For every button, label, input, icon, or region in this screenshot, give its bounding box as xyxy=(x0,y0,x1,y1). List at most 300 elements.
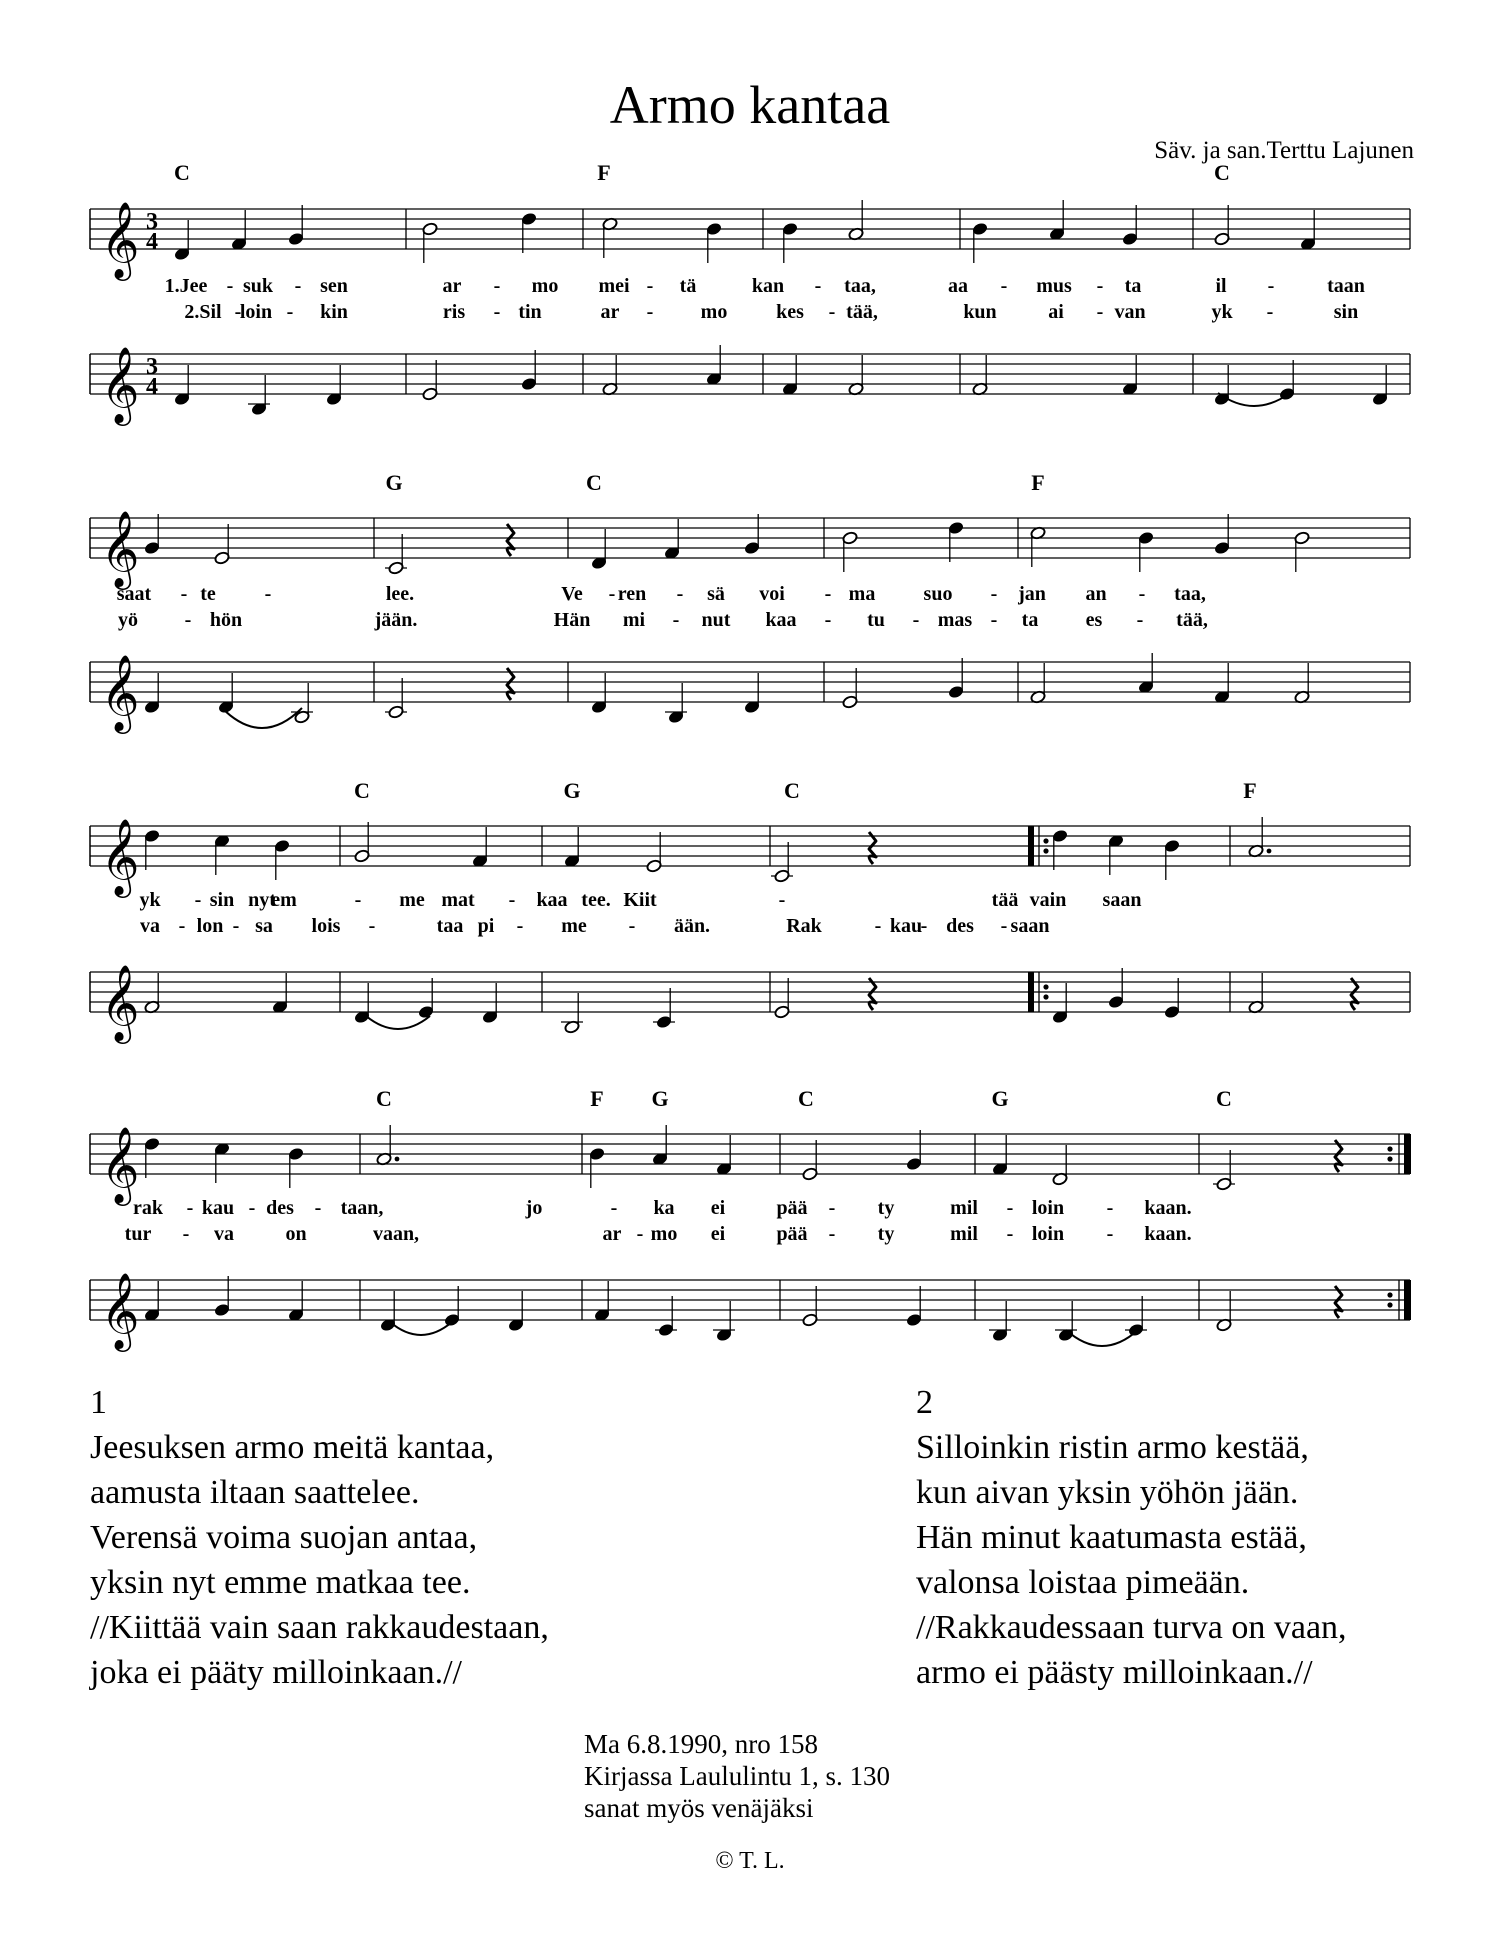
repeat-start-thick xyxy=(1028,826,1034,866)
verse-line: armo ei päästy milloinkaan.// xyxy=(916,1654,1313,1691)
chord-symbol: G xyxy=(563,778,581,803)
quarter-note xyxy=(655,1296,677,1337)
verse-number: 1 xyxy=(90,1384,107,1421)
quarter-note xyxy=(418,978,434,1019)
quarter-note xyxy=(1108,834,1124,875)
lyric-hyphen: - xyxy=(264,583,272,605)
lyric-syllable: em xyxy=(271,889,297,911)
dot xyxy=(395,1157,400,1162)
lyric-syllable: kin xyxy=(320,301,348,323)
quarter-note xyxy=(906,1130,922,1171)
dotted-half-note xyxy=(376,1125,400,1166)
treble-clef: 𝄞 xyxy=(100,967,140,1040)
quarter-note xyxy=(1138,653,1154,694)
lyric-hyphen: - xyxy=(194,889,202,911)
lyric-syllable: ai xyxy=(1048,301,1064,323)
lyric-hyphen: - xyxy=(178,915,186,937)
dot xyxy=(1267,849,1272,854)
lyric-syllable: ty xyxy=(877,1197,895,1219)
quarter-note xyxy=(214,834,230,875)
lyric-syllable: pää xyxy=(776,1223,808,1245)
half-note xyxy=(848,355,864,396)
quarter-note xyxy=(1164,978,1180,1019)
quarter-note xyxy=(231,210,247,251)
lyric-syllable: voi xyxy=(759,583,785,605)
lyric-syllable: van xyxy=(1114,301,1146,323)
treble-clef: 𝄞 xyxy=(100,821,140,894)
repeat-dot xyxy=(1043,984,1048,989)
half-note xyxy=(646,832,662,873)
lyric-hyphen: - xyxy=(286,301,294,323)
lyric-syllable: suk xyxy=(242,275,274,297)
lyric-syllable: jo xyxy=(525,1197,543,1219)
repeat-end-thick xyxy=(1404,1134,1411,1174)
verse-line: aamusta iltaan saattelee. xyxy=(90,1474,420,1511)
half-note xyxy=(602,355,618,396)
lyric-syllable: sä xyxy=(707,583,725,605)
lyric-syllable: es xyxy=(1085,609,1103,631)
quarter-note xyxy=(326,365,342,406)
repeat-dot xyxy=(1387,1156,1392,1161)
lyric-syllable: ar xyxy=(600,301,620,323)
lyric-hyphen: - xyxy=(646,301,654,323)
verse-1 xyxy=(90,1380,549,1695)
verse-line: Verensä voima suojan antaa, xyxy=(90,1519,478,1556)
lyric-hyphen: - xyxy=(676,583,684,605)
lyric-syllable: kau xyxy=(889,915,923,937)
slur xyxy=(390,1322,452,1335)
dotted-half-note xyxy=(1248,817,1272,858)
slur xyxy=(366,1016,430,1029)
lyric-syllable: me xyxy=(399,889,425,911)
chord-symbol: F xyxy=(597,160,611,185)
lyric-syllable: 2.Sil xyxy=(184,301,222,323)
repeat-dot xyxy=(1387,1292,1392,1297)
lyric-hyphen: - xyxy=(828,301,836,323)
half-note xyxy=(1213,1150,1235,1191)
lyric-syllable: mil xyxy=(950,1197,978,1219)
lyric-syllable: saan xyxy=(1010,915,1050,937)
lyric-syllable: ta xyxy=(1124,275,1142,297)
lyric-syllable: nyt xyxy=(248,889,276,911)
quarter-note xyxy=(1052,829,1068,870)
lyric-syllable: kau xyxy=(201,1197,235,1219)
lyric-syllable: sa xyxy=(255,915,273,937)
lyric-hyphen: - xyxy=(1000,915,1008,937)
half-note xyxy=(144,973,160,1014)
footer-line: Kirjassa Laululintu 1, s. 130 xyxy=(584,1761,890,1791)
lyric-hyphen: - xyxy=(508,889,516,911)
chord-symbol: C xyxy=(1214,160,1230,185)
lyric-syllable: pää xyxy=(776,1197,808,1219)
half-note xyxy=(842,531,858,572)
quarter-note xyxy=(1108,968,1124,1009)
lyric-hyphen: - xyxy=(610,1197,618,1219)
lyric-hyphen: - xyxy=(920,915,928,937)
lyric-syllable: tee. xyxy=(581,889,611,911)
lyric-syllable: kan xyxy=(751,275,785,297)
repeat-dot xyxy=(1043,994,1048,999)
staff xyxy=(90,965,1410,1044)
lyric-syllable: Rak xyxy=(786,915,822,937)
quarter-note xyxy=(214,1276,230,1317)
quarter-note xyxy=(272,973,288,1014)
lyric-syllable: ar xyxy=(602,1223,622,1245)
lyric-syllable: mus xyxy=(1036,275,1072,297)
quarter-note xyxy=(1122,355,1138,396)
lyric-syllable: ei xyxy=(710,1223,726,1245)
half-note xyxy=(422,222,438,263)
lyric-hyphen: - xyxy=(1006,1197,1014,1219)
lyric-syllable: loin xyxy=(1031,1197,1065,1219)
lyric-hyphen: - xyxy=(1006,1223,1014,1245)
half-note xyxy=(774,978,790,1019)
quarter-note xyxy=(288,1281,304,1322)
chord-symbol: F xyxy=(1031,470,1045,495)
footer-notes xyxy=(584,1728,890,1824)
half-note xyxy=(1216,1291,1232,1332)
lyric-syllable: lee. xyxy=(385,583,415,605)
chord-symbol: C xyxy=(376,1086,392,1111)
staff xyxy=(90,1127,1411,1206)
lyric-syllable: Kiit xyxy=(623,889,657,911)
song-title: Armo kantaa xyxy=(609,75,891,135)
half-note xyxy=(291,683,313,724)
lyric-hyphen: - xyxy=(182,1223,190,1245)
quarter-note xyxy=(652,1125,668,1166)
time-signature-top: 3 xyxy=(146,354,158,380)
half-note xyxy=(561,993,583,1034)
lyric-hyphen: - xyxy=(248,1197,256,1219)
quarter-note xyxy=(144,673,160,714)
repeat-end-thick xyxy=(1404,1280,1411,1320)
lyric-syllable: taa, xyxy=(844,275,876,297)
chord-symbol: C xyxy=(354,778,370,803)
lyric-syllable: ris xyxy=(442,301,466,323)
lyric-syllable: yk xyxy=(1211,301,1233,323)
half-note xyxy=(385,534,407,575)
quarter-note xyxy=(591,529,607,570)
lyric-syllable: mo xyxy=(650,1223,678,1245)
quarter-note xyxy=(144,829,160,870)
half-note xyxy=(842,668,858,709)
quarter-note xyxy=(948,658,964,699)
treble-clef: 𝄞 xyxy=(100,513,140,586)
chord-symbol: G xyxy=(651,1086,669,1111)
lyric-hyphen: - xyxy=(1266,301,1274,323)
chord-symbol: C xyxy=(784,778,800,803)
quarter-rest xyxy=(507,668,514,700)
lyric-hyphen: - xyxy=(990,609,998,631)
time-signature-bottom: 4 xyxy=(146,229,158,255)
half-note xyxy=(602,217,618,258)
lyric-syllable: ty xyxy=(877,1223,895,1245)
lyric-hyphen: - xyxy=(226,275,234,297)
repeat-start-thick xyxy=(1028,972,1034,1012)
repeat-dot xyxy=(1387,1146,1392,1151)
lyric-syllable: mi xyxy=(622,609,646,631)
time-signature-top: 3 xyxy=(146,209,158,235)
quarter-note xyxy=(564,827,580,868)
verse-line: yksin nyt emme matkaa tee. xyxy=(90,1564,471,1601)
quarter-note xyxy=(972,222,988,263)
lyric-syllable: nut xyxy=(701,609,731,631)
quarter-note xyxy=(1214,663,1230,704)
lyric-syllable: il xyxy=(1215,275,1227,297)
lyric-hyphen: - xyxy=(990,583,998,605)
lyric-syllable: taan xyxy=(1327,275,1365,297)
lyric-syllable: sen xyxy=(320,275,348,297)
lyric-hyphen: - xyxy=(1000,275,1008,297)
lyric-syllable: tää, xyxy=(846,301,878,323)
lyric-syllable: yk xyxy=(139,889,161,911)
lyric-syllable: an xyxy=(1085,583,1107,605)
lyric-syllable: yö xyxy=(118,609,138,631)
lyric-syllable: sin xyxy=(209,889,235,911)
lyric-syllable: Hän xyxy=(553,609,591,631)
quarter-note xyxy=(218,673,234,714)
quarter-rest xyxy=(507,524,514,556)
lyric-syllable: ta xyxy=(1021,609,1039,631)
quarter-note xyxy=(174,220,190,261)
lyric-syllable: kaan. xyxy=(1144,1223,1192,1245)
lyric-hyphen: - xyxy=(874,915,882,937)
quarter-note xyxy=(594,1281,610,1322)
lyric-hyphen: - xyxy=(628,915,636,937)
quarter-rest xyxy=(1335,1286,1342,1318)
chord-symbol: C xyxy=(174,160,190,185)
lyric-hyphen: - xyxy=(234,301,242,323)
copyright: © T. L. xyxy=(715,1848,785,1874)
composer-credit: Säv. ja san.Terttu Lajunen xyxy=(1154,137,1414,164)
quarter-note xyxy=(1300,210,1316,251)
lyric-syllable: tää xyxy=(991,889,1019,911)
quarter-note xyxy=(144,1281,160,1322)
verse-line: joka ei pääty milloinkaan.// xyxy=(90,1654,463,1691)
lyric-hyphen: - xyxy=(368,915,376,937)
treble-clef: 𝄞 xyxy=(100,1129,140,1202)
lyric-hyphen: - xyxy=(294,275,302,297)
treble-clef: 𝄞 xyxy=(100,657,140,730)
quarter-note xyxy=(665,683,687,724)
lyric-syllable: kaa xyxy=(536,889,568,911)
lyric-syllable: mo xyxy=(531,275,559,297)
chord-symbol: C xyxy=(798,1086,814,1111)
lyric-hyphen: - xyxy=(354,889,362,911)
lyric-hyphen: - xyxy=(1138,583,1146,605)
staff xyxy=(90,819,1410,898)
half-note xyxy=(422,360,438,401)
lyric-hyphen: - xyxy=(186,1197,194,1219)
lyric-syllable: des xyxy=(946,915,974,937)
quarter-note xyxy=(1122,205,1138,246)
lyric-syllable: Ve xyxy=(561,583,583,605)
lyric-syllable: taan, xyxy=(340,1197,384,1219)
staff xyxy=(90,347,1410,426)
lyric-syllable: vain xyxy=(1029,889,1067,911)
verse-2 xyxy=(916,1380,1347,1695)
half-note xyxy=(214,524,230,565)
lyric-syllable: on xyxy=(285,1223,307,1245)
verse-line: kun aivan yksin yöhön jään. xyxy=(916,1474,1299,1511)
quarter-note xyxy=(948,521,964,562)
quarter-note xyxy=(1052,983,1068,1024)
half-note xyxy=(1052,1145,1068,1186)
lyric-hyphen: - xyxy=(1096,301,1104,323)
time-signature-bottom: 4 xyxy=(146,374,158,400)
half-note xyxy=(385,678,407,719)
lyric-hyphen: - xyxy=(1106,1197,1114,1219)
chord-symbol: F xyxy=(590,1086,604,1111)
lyric-syllable: rak xyxy=(133,1197,163,1219)
lyric-syllable: ei xyxy=(710,1197,726,1219)
quarter-note xyxy=(508,1291,524,1332)
lyric-syllable: jään. xyxy=(374,609,418,631)
verse-line: Hän minut kaatumasta estää, xyxy=(916,1519,1307,1556)
lyric-hyphen: - xyxy=(1267,275,1275,297)
lyric-syllable: saat xyxy=(116,583,152,605)
lyric-syllable: me xyxy=(561,915,587,937)
lyric-syllable: mil xyxy=(950,1223,978,1245)
lyric-syllable: 1.Jee xyxy=(164,275,208,297)
half-note xyxy=(802,1286,818,1327)
half-note xyxy=(972,355,988,396)
half-note xyxy=(354,822,370,863)
quarter-note xyxy=(444,1286,460,1327)
lyric-hyphen: - xyxy=(814,275,822,297)
lyric-syllable: kaan. xyxy=(1144,1197,1192,1219)
chord-symbol: G xyxy=(385,470,403,495)
half-note xyxy=(1248,973,1264,1014)
lyric-syllable: taa xyxy=(436,915,464,937)
lyric-hyphen: - xyxy=(1106,1223,1114,1245)
lyric-hyphen: - xyxy=(1096,275,1104,297)
lyric-hyphen: - xyxy=(184,609,192,631)
chord-symbol: C xyxy=(586,470,602,495)
lyric-hyphen: - xyxy=(608,583,616,605)
lyric-syllable: tin xyxy=(518,301,542,323)
lyric-syllable: jan xyxy=(1018,583,1046,605)
half-note xyxy=(1030,663,1046,704)
quarter-note xyxy=(248,375,270,416)
lyric-syllable: suo xyxy=(923,583,953,605)
quarter-note xyxy=(591,673,607,714)
half-note xyxy=(1294,663,1310,704)
treble-clef: 𝄞 xyxy=(100,1275,140,1348)
chord-symbol: G xyxy=(991,1086,1009,1111)
lyric-hyphen: - xyxy=(636,1223,644,1245)
lyric-syllable: mas xyxy=(937,609,973,631)
lyric-hyphen: - xyxy=(828,1223,836,1245)
half-note xyxy=(1214,205,1230,246)
lyric-hyphen: - xyxy=(824,609,832,631)
quarter-note xyxy=(288,1147,304,1188)
quarter-note xyxy=(214,1142,230,1183)
half-note xyxy=(848,200,864,241)
lyric-syllable: ka xyxy=(653,1197,675,1219)
lyric-hyphen: - xyxy=(493,301,501,323)
quarter-note xyxy=(1164,839,1180,880)
lyric-syllable: des xyxy=(266,1197,294,1219)
quarter-note xyxy=(174,365,190,406)
chord-symbol: C xyxy=(1216,1086,1232,1111)
lyric-syllable: va xyxy=(140,915,160,937)
lyric-syllable: tur xyxy=(124,1223,152,1245)
slur xyxy=(1066,1330,1138,1346)
half-note xyxy=(1294,531,1310,572)
lyric-syllable: mei xyxy=(598,275,630,297)
quarter-note xyxy=(744,514,760,555)
lyric-syllable: ään. xyxy=(673,915,711,937)
lyric-syllable: kes xyxy=(776,301,804,323)
quarter-note xyxy=(521,212,537,253)
half-note xyxy=(802,1140,818,1181)
quarter-note xyxy=(992,1135,1008,1176)
half-note xyxy=(771,842,793,883)
lyric-hyphen: - xyxy=(646,275,654,297)
quarter-note xyxy=(144,514,160,555)
lyric-hyphen: - xyxy=(314,1197,322,1219)
quarter-note xyxy=(1138,531,1154,572)
verse-line: //Kiittää vain saan rakkaudestaan, xyxy=(90,1609,549,1646)
quarter-note xyxy=(589,1147,605,1188)
lyric-syllable: ar xyxy=(442,275,462,297)
quarter-note xyxy=(706,345,722,386)
quarter-note xyxy=(482,983,498,1024)
lyric-hyphen: - xyxy=(180,583,188,605)
verse-line: Jeesuksen armo meitä kantaa, xyxy=(90,1429,495,1466)
quarter-note xyxy=(782,222,798,263)
lyric-hyphen: - xyxy=(912,609,920,631)
lyric-syllable: te xyxy=(200,583,216,605)
lyric-syllable: mo xyxy=(700,301,728,323)
lyric-syllable: tä xyxy=(679,275,697,297)
lyric-hyphen: - xyxy=(493,275,501,297)
verse-number: 2 xyxy=(916,1384,933,1421)
quarter-note xyxy=(1214,514,1230,555)
lyric-syllable: ren xyxy=(617,583,647,605)
staff xyxy=(90,1273,1411,1352)
lyric-syllable: lon xyxy=(196,915,224,937)
lyric-syllable: mat xyxy=(441,889,475,911)
quarter-note xyxy=(744,673,760,714)
lyric-syllable: va xyxy=(214,1223,234,1245)
lyric-syllable: pi xyxy=(477,915,495,937)
lyric-hyphen: - xyxy=(828,1197,836,1219)
lyric-syllable: lois xyxy=(311,915,341,937)
staff xyxy=(90,202,1410,281)
lyric-syllable: aa xyxy=(948,275,968,297)
quarter-rest xyxy=(1351,978,1358,1010)
half-note xyxy=(1030,526,1046,567)
verse-line: //Rakkaudessaan turva on vaan, xyxy=(916,1609,1347,1646)
quarter-note xyxy=(144,1137,160,1178)
footer-line: Ma 6.8.1990, nro 158 xyxy=(584,1729,818,1759)
repeat-dot xyxy=(1043,838,1048,843)
quarter-note xyxy=(472,827,488,868)
chord-symbol: F xyxy=(1243,778,1257,803)
repeat-dot xyxy=(1387,1302,1392,1307)
quarter-note xyxy=(989,1301,1011,1342)
lyric-syllable: vaan, xyxy=(372,1223,420,1245)
staff xyxy=(90,655,1410,734)
lyric-syllable: loin xyxy=(239,301,273,323)
lyric-syllable: sin xyxy=(1333,301,1359,323)
quarter-note xyxy=(653,988,675,1029)
verse-line: Silloinkin ristin armo kestää, xyxy=(916,1429,1309,1466)
lyric-syllable: saan xyxy=(1102,889,1142,911)
quarter-note xyxy=(782,355,798,396)
